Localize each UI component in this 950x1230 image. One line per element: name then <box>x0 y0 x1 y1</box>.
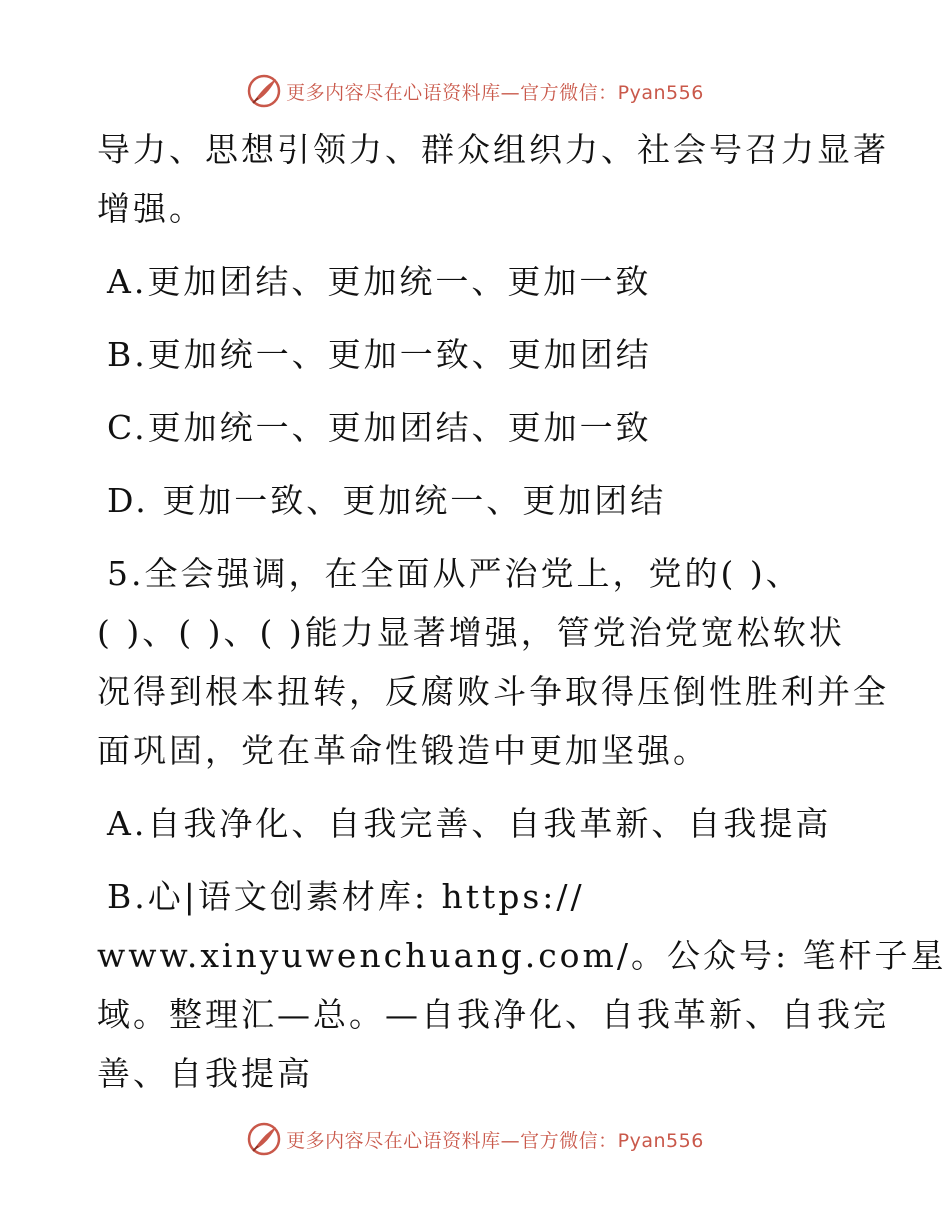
header-banner-text: 更多内容尽在心语资料库—官方微信：Pyan556 <box>286 81 704 104</box>
q4-stem-line-2: 增强。 <box>97 189 205 228</box>
q5-option-b-line-4: 善、自我提高 <box>97 1054 313 1093</box>
q4-option-d: D. 更加一致、更加统一、更加团结 <box>107 481 667 520</box>
document-body <box>97 120 947 1103</box>
q4-option-c: C.更加统一、更加团结、更加一致 <box>107 408 652 447</box>
q4-option-b: B.更加统一、更加一致、更加团结 <box>107 335 652 374</box>
q5-option-a: A.自我净化、自我完善、自我革新、自我提高 <box>107 804 832 843</box>
q5-stem-line-1: 5.全会强调，在全面从严治党上，党的( )、 <box>107 554 802 593</box>
q5-stem-line-2: ( )、( )、( )能力显著增强，管党治党宽松软状 <box>97 613 845 652</box>
quill-logo-icon <box>246 1121 282 1157</box>
header-banner <box>0 68 950 114</box>
q5-option-b-line-3: 域。整理汇—总。—自我净化、自我革新、自我完 <box>97 995 889 1034</box>
q5-option-b-line-1: B.心|语文创素材库: https:// <box>107 877 585 916</box>
footer-banner <box>0 1116 950 1162</box>
q4-option-a: A.更加团结、更加统一、更加一致 <box>107 262 652 301</box>
q5-stem-line-4: 面巩固，党在革命性锻造中更加坚强。 <box>97 731 709 770</box>
footer-banner-text: 更多内容尽在心语资料库—官方微信：Pyan556 <box>286 1129 704 1152</box>
q4-stem-line-1: 导力、思想引领力、群众组织力、社会号召力显著 <box>97 130 889 169</box>
q5-stem-line-3: 况得到根本扭转，反腐败斗争取得压倒性胜利并全 <box>97 672 889 711</box>
q5-option-b-line-2: www.xinyuwenchuang.com/。公众号: 笔杆子星 <box>97 936 947 975</box>
quill-logo-icon <box>246 73 282 109</box>
